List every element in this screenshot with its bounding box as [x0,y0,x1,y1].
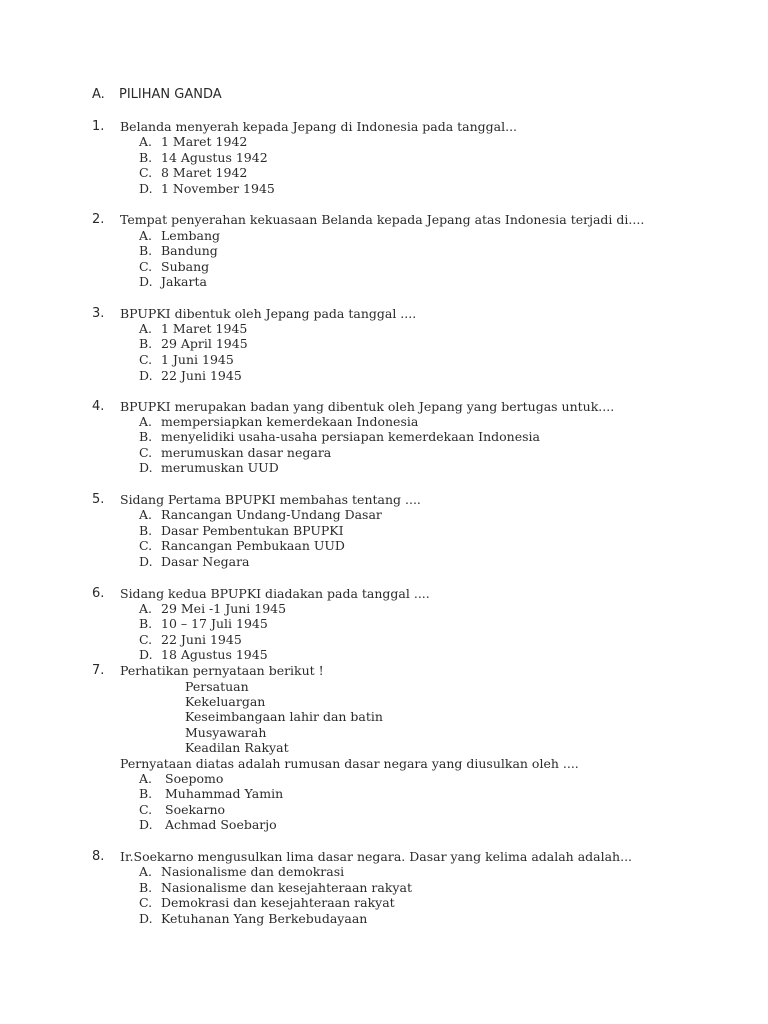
question-number: 1. [92,119,105,134]
option-c [139,352,234,368]
option-text: Nasionalisme dan demokrasi [161,864,345,879]
option-label: D. [139,817,153,832]
option-label: A. [139,321,153,336]
question-number: 2. [92,212,105,227]
option-text: Ketuhanan Yang Berkebudayaan [161,911,368,926]
option-c [139,632,242,648]
option-label: C. [139,445,153,460]
option-text: Subang [161,259,210,274]
option-c [139,538,345,554]
option-text: Rancangan Undang-Undang Dasar [161,507,382,522]
question-number: 6. [92,586,105,601]
option-b [139,880,412,896]
option-label: A. [139,507,153,522]
option-text: mempersiapkan kemerdekaan Indonesia [161,414,419,429]
option-c [139,445,331,461]
option-text: 1 November 1945 [161,181,275,196]
question-stem: Sidang kedua BPUPKI diadakan pada tanggal .... [120,586,430,601]
option-text: 22 Juni 1945 [161,368,242,383]
option-text: Achmad Soebarjo [165,817,277,832]
statement-item: Musyawarah [185,725,267,740]
option-label: B. [139,429,153,444]
statement-item: Kekeluargan [185,694,266,709]
option-b [139,786,283,802]
question-stem: Tempat penyerahan kekuasaan Belanda kepada Jepang atas Indonesia terjadi di.... [120,212,645,227]
option-a [139,321,247,337]
option-d [139,911,367,927]
option-label: B. [139,243,153,258]
option-b [139,336,248,352]
option-label: B. [139,616,153,631]
option-c [139,259,209,275]
option-d [139,460,279,476]
option-label: D. [139,647,153,662]
option-label: D. [139,181,153,196]
option-label: D. [139,274,153,289]
question-stem: Belanda menyerah kepada Jepang di Indonesia pada tanggal... [120,119,518,134]
option-label: D. [139,911,153,926]
option-label: A. [139,414,153,429]
option-c [139,802,225,818]
question-number: 8. [92,849,105,864]
option-label: B. [139,786,153,801]
statement-item: Keseimbangaan lahir dan batin [185,709,383,724]
question-number: 5. [92,492,105,507]
option-text: Dasar Negara [161,554,250,569]
option-label: A. [139,601,153,616]
option-label: C. [139,259,153,274]
question-number: 7. [92,663,105,678]
option-a [139,414,418,430]
option-b [139,523,344,539]
option-label: A. [139,864,153,879]
option-a [139,507,382,523]
option-text: Nasionalisme dan kesejahteraan rakyat [161,880,412,895]
option-a [139,228,220,244]
section-letter: A. [92,87,105,102]
option-b [139,150,268,166]
option-label: C. [139,352,153,367]
option-label: C. [139,632,153,647]
option-text: Dasar Pembentukan BPUPKI [161,523,344,538]
option-label: D. [139,368,153,383]
option-text: merumuskan dasar negara [161,445,332,460]
option-label: C. [139,538,153,553]
option-text: Bandung [161,243,218,258]
option-text: Lembang [161,228,221,243]
question-stem-continued: Pernyataan diatas adalah rumusan dasar negara yang diusulkan oleh .... [120,756,579,771]
question-stem: Perhatikan pernyataan berikut ! [120,663,324,678]
option-a [139,864,344,880]
option-label: D. [139,554,153,569]
option-text: Soepomo [165,771,224,786]
option-d [139,368,242,384]
question-stem: Ir.Soekarno mengusulkan lima dasar negara. Dasar yang kelima adalah adalah... [120,849,633,864]
option-text: 1 Maret 1942 [161,134,248,149]
option-d [139,817,277,833]
option-text: Jakarta [161,274,207,289]
option-b [139,243,218,259]
option-a [139,601,286,617]
option-label: A. [139,134,153,149]
option-label: A. [139,228,153,243]
option-text: 14 Agustus 1942 [161,150,268,165]
option-text: Rancangan Pembukaan UUD [161,538,345,553]
option-label: B. [139,150,153,165]
statement-item: Keadilan Rakyat [185,740,289,755]
section-title: PILIHAN GANDA [119,87,222,102]
question-stem: BPUPKI dibentuk oleh Jepang pada tanggal .... [120,306,417,321]
option-a [139,134,247,150]
question-number: 4. [92,399,105,414]
option-b [139,429,540,445]
option-d [139,647,268,663]
option-text: menyelidiki usaha-usaha persiapan kemerdekaan Indonesia [161,429,540,444]
option-text: Muhammad Yamin [165,786,284,801]
option-text: Soekarno [165,802,226,817]
option-text: Demokrasi dan kesejahteraan rakyat [161,895,395,910]
option-c [139,165,247,181]
question-stem: Sidang Pertama BPUPKI membahas tentang .... [120,492,421,507]
statement-item: Persatuan [185,679,249,694]
option-label: C. [139,165,153,180]
option-label: C. [139,802,153,817]
option-text: 22 Juni 1945 [161,632,242,647]
option-text: 29 April 1945 [161,336,248,351]
option-text: 18 Agustus 1945 [161,647,268,662]
option-label: A. [139,771,153,786]
option-b [139,616,268,632]
option-text: 29 Mei -1 Juni 1945 [161,601,287,616]
option-c [139,895,395,911]
option-text: 10 – 17 Juli 1945 [161,616,268,631]
option-d [139,554,250,570]
option-text: merumuskan UUD [161,460,279,475]
question-stem: BPUPKI merupakan badan yang dibentuk oleh Jepang yang bertugas untuk.... [120,399,615,414]
option-label: D. [139,460,153,475]
option-label: B. [139,880,153,895]
option-text: 1 Juni 1945 [161,352,234,367]
option-a [139,771,223,787]
option-label: B. [139,336,153,351]
section-heading [92,87,222,102]
option-label: B. [139,523,153,538]
option-text: 1 Maret 1945 [161,321,248,336]
question-number: 3. [92,306,105,321]
option-d [139,181,275,197]
option-label: C. [139,895,153,910]
option-text: 8 Maret 1942 [161,165,248,180]
option-d [139,274,207,290]
